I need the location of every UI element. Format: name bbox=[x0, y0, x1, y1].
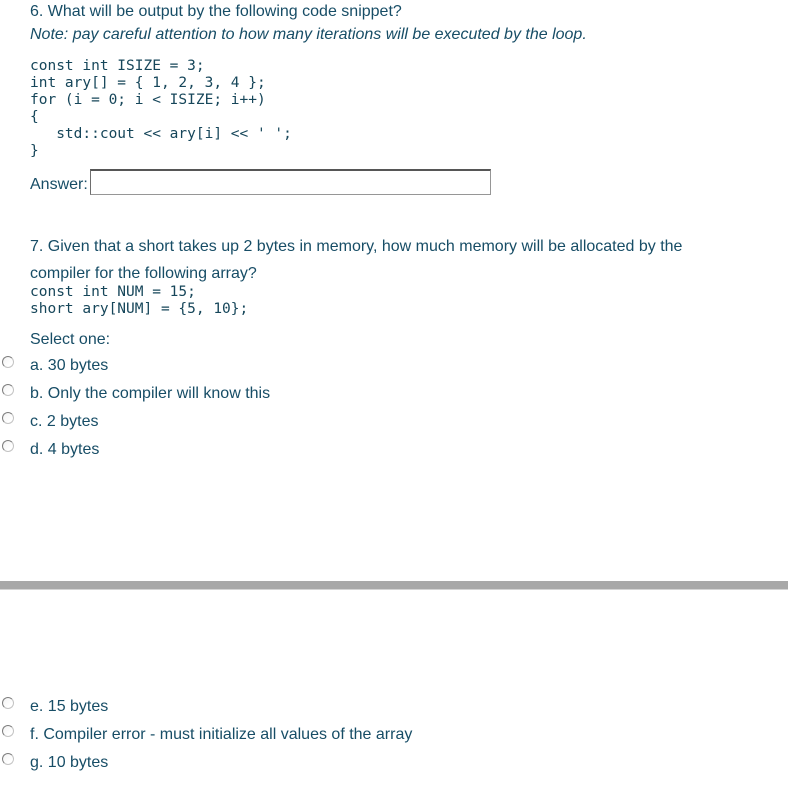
question7-options-top bbox=[2, 353, 270, 465]
option-b-label[interactable]: b. Only the compiler will know this bbox=[30, 385, 271, 402]
question6-note: Note: pay careful attention to how many iterations will be executed by the loop. bbox=[30, 26, 587, 43]
code-line: short ary[NUM] = {5, 10}; bbox=[30, 301, 249, 317]
option-g-label[interactable]: g. 10 bytes bbox=[30, 754, 109, 771]
code-line: int ary[] = { 1, 2, 3, 4 }; bbox=[30, 75, 266, 91]
option-b-radio[interactable] bbox=[2, 384, 14, 396]
option-row-g bbox=[2, 750, 412, 778]
option-f-label[interactable]: f. Compiler error - must initialize all values of the array bbox=[30, 726, 413, 743]
option-e-label[interactable]: e. 15 bytes bbox=[30, 698, 109, 715]
question7-options-bottom bbox=[2, 694, 412, 778]
option-row-e bbox=[2, 694, 412, 722]
option-g-radio[interactable] bbox=[2, 753, 14, 765]
option-d-label[interactable]: d. 4 bytes bbox=[30, 441, 100, 458]
option-a-radio[interactable] bbox=[2, 356, 14, 368]
code-line: for (i = 0; i < ISIZE; i++) bbox=[30, 92, 266, 108]
option-e-radio[interactable] bbox=[2, 697, 14, 709]
option-f-radio[interactable] bbox=[2, 725, 14, 737]
code-line: { bbox=[30, 109, 39, 125]
option-a-label[interactable]: a. 30 bytes bbox=[30, 357, 109, 374]
code-line: std::cout << ary[i] << ' '; bbox=[30, 126, 292, 142]
answer-input[interactable] bbox=[90, 169, 491, 195]
option-row-a bbox=[2, 353, 270, 381]
question6-code-block bbox=[30, 58, 292, 160]
page-divider bbox=[0, 581, 788, 590]
code-line: const int ISIZE = 3; bbox=[30, 58, 205, 74]
option-row-b bbox=[2, 381, 270, 409]
option-row-d bbox=[2, 437, 270, 465]
code-line: } bbox=[30, 143, 39, 159]
question7-title: 7. Given that a short takes up 2 bytes in memory, how much memory will be allocated by the compiler for the following array? bbox=[30, 238, 683, 282]
answer-label: Answer: bbox=[30, 176, 88, 193]
answer-row bbox=[30, 169, 491, 195]
question7-code-block bbox=[30, 284, 248, 318]
option-c-label[interactable]: c. 2 bytes bbox=[30, 413, 99, 430]
code-line: const int NUM = 15; bbox=[30, 284, 196, 300]
select-one-label: Select one: bbox=[30, 331, 111, 348]
option-row-f bbox=[2, 722, 412, 750]
question6-title: 6. What will be output by the following code snippet? bbox=[30, 3, 402, 20]
option-d-radio[interactable] bbox=[2, 440, 14, 452]
option-c-radio[interactable] bbox=[2, 412, 14, 424]
option-row-c bbox=[2, 409, 270, 437]
